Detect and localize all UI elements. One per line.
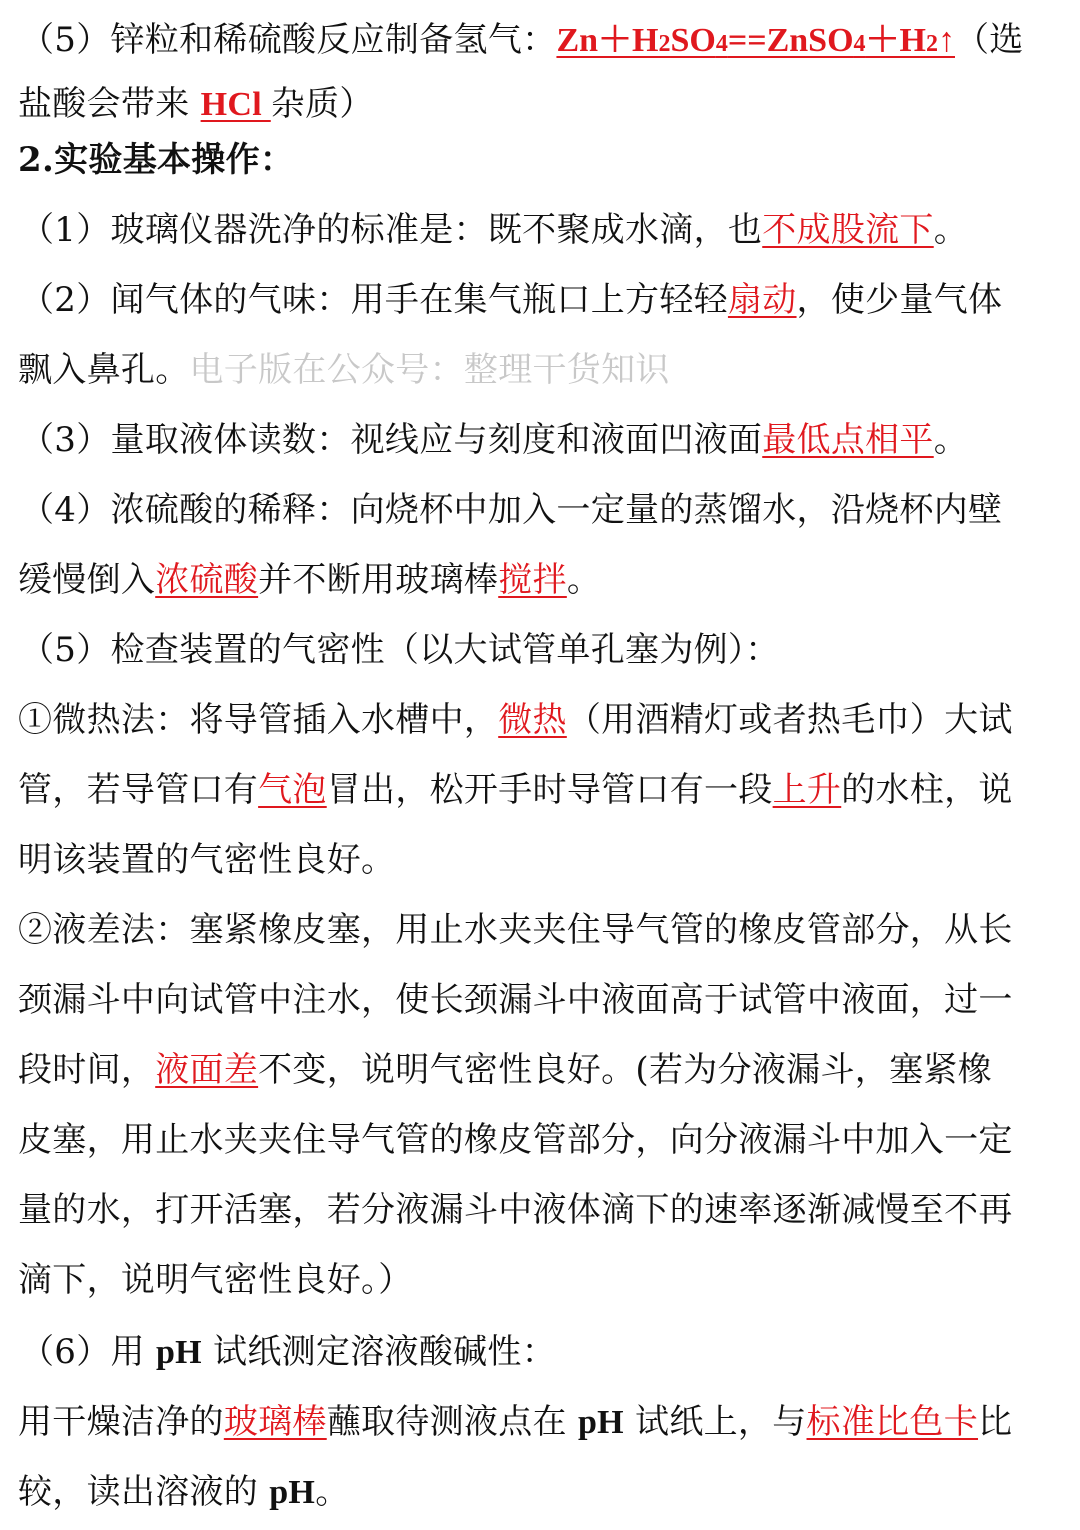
answer-op4-stir: 搅拌 [498,560,567,600]
method1-line2-text-b: 冒出，松开手时导管口有一段 [326,770,773,810]
op6-line1-ph: pH [577,1404,624,1441]
item5-line2 [18,82,1068,127]
op6-title-b: 试纸测定溶液酸碱性： [201,1332,557,1372]
op2-line2 [18,348,1068,392]
op6-title-ph: pH [155,1334,202,1371]
op5-method2-line6: 滴下，说明气密性良好。） [18,1260,413,1300]
method2-line3-text-b: 不变，说明气密性良好。(若为分液漏斗，塞紧橡 [258,1050,992,1090]
item5-line2-text: 盐酸会带来 [18,84,201,124]
answer-hcl: HCl [200,86,271,123]
answer-level-diff: 液面差 [155,1050,259,1090]
op4-line2-text: 缓慢倒入 [18,560,156,600]
op5-method2-line5: 量的水，打开活塞，若分液漏斗中液体滴下的速率逐渐减慢至不再 [18,1190,1013,1230]
method1-line2-end: 的水柱，说 [841,770,1013,810]
answer-op1: 不成股流下 [762,210,934,250]
answer-op2: 扇动 [727,280,797,320]
op4-line1: （4）浓硫酸的稀释：向烧杯中加入一定量的蒸馏水，沿烧杯内壁 [20,490,1003,530]
item5-line2-end: 杂质） [270,84,374,124]
item5-prefix: （5）锌粒和稀硫酸反应制备氢气： [20,20,557,60]
op6-line1-text-b: 蘸取待测液点在 [326,1402,578,1442]
method1-line2-text: 管，若导管口有 [18,770,259,810]
op1-end: 。 [933,210,969,250]
op5-method2-line2: 颈漏斗中向试管中注水，使长颈漏斗中液面高于试管中液面，过一 [18,980,1013,1020]
op4-line2 [18,558,1068,602]
method1-text: ①微热法：将导管插入水槽中， [18,700,499,740]
op2-text: （2）闻气体的气味：用手在集气瓶口上方轻轻 [20,280,728,320]
op6-line2-end: 。 [315,1472,350,1512]
op1-line [20,208,1068,252]
op6-line2-text: 较，读出溶液的 [18,1472,270,1512]
op3-end: 。 [933,420,969,460]
op6-title [20,1330,1068,1375]
op2-line1 [20,278,1068,322]
op6-line1-text: 用干燥洁净的 [18,1402,224,1442]
item5-line1 [20,18,1068,66]
op5-method1-line2 [18,768,1068,812]
answer-color-card: 标准比色卡 [806,1402,979,1442]
answer-op4-acid: 浓硫酸 [155,560,259,600]
op6-line2 [18,1470,1068,1515]
op4-line2-text-b: 并不断用玻璃棒 [258,560,499,600]
op5-method2-line4: 皮塞，用止水夹夹住导气管的橡皮管部分，向分液漏斗中加入一定 [18,1120,1013,1160]
op3-text: （3）量取液体读数：视线应与刻度和液面凹液面 [20,420,763,460]
watermark-text: 电子版在公众号：整理干货知识 [189,350,670,390]
op5-title: （5）检查装置的气密性（以大试管单孔塞为例）： [20,630,780,670]
op5-method1-line1 [18,698,1068,742]
hydrogen-equation: Zn＋H2SO4==ZnSO4＋H2↑ [556,22,955,59]
op6-line2-ph: pH [269,1474,316,1511]
method1-text-b: （用酒精灯或者热毛巾）大试 [566,700,1013,740]
method2-line3-text: 段时间， [18,1050,156,1090]
op6-line1-text-c: 试纸上，与 [623,1402,807,1442]
op5-method1-line3: 明该装置的气密性良好。 [18,840,396,880]
answer-glass-rod: 玻璃棒 [223,1402,327,1442]
op2-line2-text: 飘入鼻孔。 [18,350,190,390]
op4-line2-end: 。 [566,560,602,600]
op1-text: （1）玻璃仪器洗净的标准是：既不聚成水滴，也 [20,210,763,250]
answer-warm: 微热 [498,700,567,740]
section-2-heading: 2.实验基本操作： [18,140,295,180]
op5-method2-line1: ②液差法：塞紧橡皮塞，用止水夹夹住导气管的橡皮管部分，从长 [18,910,1013,950]
op6-title-a: （6）用 [20,1332,156,1372]
answer-op3: 最低点相平 [762,420,934,460]
answer-rise: 上升 [772,770,842,810]
op5-method2-line3 [18,1048,1068,1092]
op2-text-b: ，使少量气体 [796,280,1003,320]
op6-line1 [18,1400,1068,1445]
op3-line [20,418,1068,462]
answer-bubbles: 气泡 [258,770,327,810]
item5-after-eq: （选 [955,20,1024,60]
op6-line1-end: 比 [978,1402,1013,1442]
